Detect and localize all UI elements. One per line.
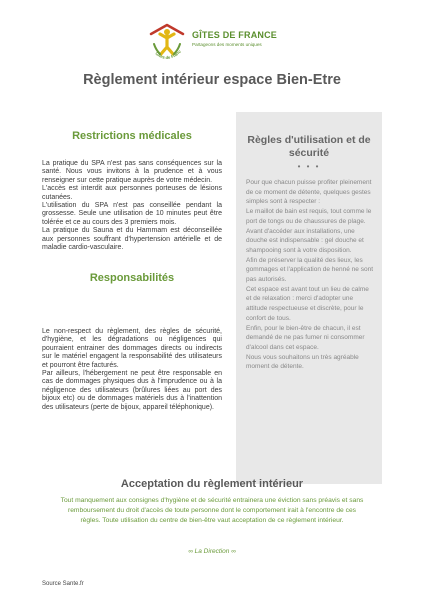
direction-signature: ∞ La Direction ∞ [188,548,236,555]
responsabilites-paragraph: Le non-respect du règlement, des règles de sécurité, d'hygiène, et les dégradations ou négligences qui pourraient entrainer des dommages directs ou indirects sur le matériel engagent la responsabilité des utilisateurs et pourront être facturés. [42,328,222,369]
restrictions-paragraph: La pratique du Sauna et du Hammam est déconseillée aux personnes souffrant d'hypertension artérielle et de maladie cardio-vasculaire. [42,227,222,252]
rules-paragraph: Le maillot de bain est requis, tout comme le port de tongs ou de chaussures de plage. [246,208,372,225]
restrictions-heading: Restrictions médicales [72,130,192,142]
responsabilites-heading: Responsabilités [89,272,175,284]
logo-mark-text: Gîtes de Franc [154,48,183,61]
source-note: Source Sante.fr [42,581,84,587]
rules-text [246,178,376,372]
rules-paragraph: Afin de préserver la qualité des lieux, les gommages et l'application de henné ne sont pas autorisés. [246,256,373,284]
acceptation-text: Tout manquement aux consignes d'hygiène et de sécurité entrainera une éviction sans préavis et sans remboursement du droit d'accès de toute personne dont le comportement irait à l'encontre de ces règles. Toute utilisation du centre de bien-être vaut acceptation de ce règlement intérieur. [60,497,364,524]
rules-heading: Règles d'utilisation et de sécurité [247,134,371,159]
rules-dots: • • • [297,162,321,171]
logo-brand: GÎTES DE FRANCE [192,30,278,40]
responsabilites-text [42,328,222,412]
rules-paragraph: Enfin, pour le bien-être de chacun, il est demandé de ne pas fumer ni consommer d'alcool dans cet espace. [246,324,365,351]
gites-logo-icon [146,22,188,64]
restrictions-paragraph: L'utilisation du SPA n'est pas conseillée pendant la grossesse. Seule une utilisation de 10 minutes peut être tolérée et ce au cours des 3 premiers mois. [42,202,222,226]
acceptation-heading: Acceptation du règlement intérieur [120,478,304,490]
restrictions-text [42,160,222,252]
restrictions-paragraph: L'accès est interdit aux personnes porteuses de lésions cutanées. [42,185,222,201]
rules-paragraph: Cet espace est avant tout un lieu de calme et de relaxation : merci d'adopter une attitude respectueuse et discrète, pour le confort de tous. [246,285,369,322]
restrictions-paragraph: La pratique du SPA n'est pas sans conséquences sur la santé. Nous vous invitons à la prudence et à vous renseigner sur cette pratique auprès de votre médecin. [42,160,222,184]
logo-tagline: Partageons des moments uniques [192,42,262,47]
gites-de-france-logo [146,22,286,64]
rules-paragraph: Nous vous souhaitons un très agréable moment de détente. [246,353,359,371]
rules-paragraph: Pour que chacun puisse profiter pleinement de ce moment de détente, quelques gestes simples sont à respecter : [246,179,372,206]
rules-paragraph: Avant d'accéder aux installations, une douche est indispensable : gel douche et shampooing sont à votre disposition. [246,227,364,254]
page-title: Règlement intérieur espace Bien-Etre [83,72,341,88]
responsabilites-paragraph: Par ailleurs, l'hébergement ne peut être responsable en cas de dommages physiques dus à l'imprudence ou à la négligence des utilisateurs (brûlures liées au port des bijoux etc) ou de dommages matériels dus à l'inattention des utilisateurs (perte de bijoux, appareil téléphonique). [42,370,222,411]
